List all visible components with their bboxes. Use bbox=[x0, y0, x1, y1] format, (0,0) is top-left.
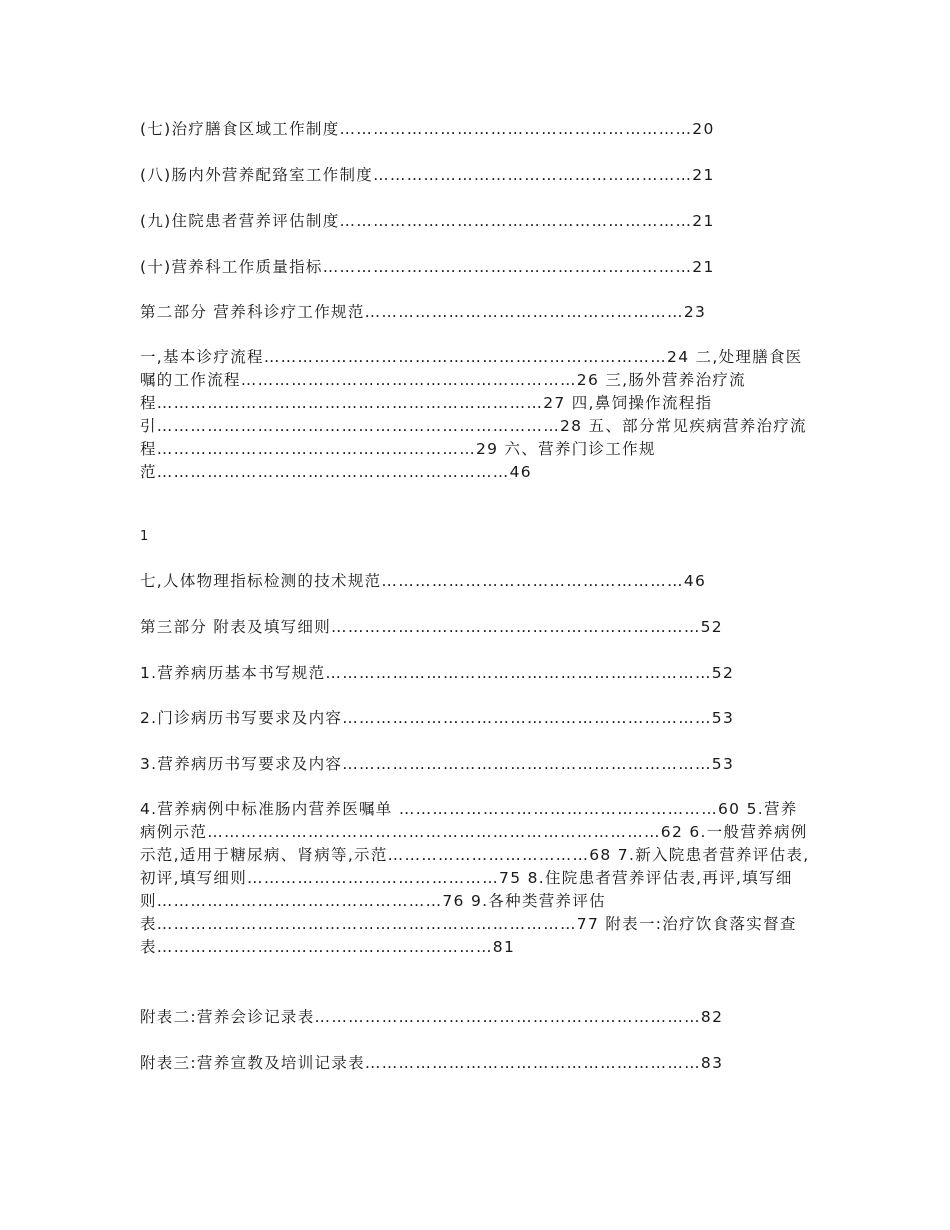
toc-entry-2-outpatient-record: 2.门诊病历书写要求及内容…………………………………………………………53 bbox=[140, 709, 735, 727]
toc-entry-9-inpatient-assessment: (九)住院患者营养评估制度………………………………………………………21 bbox=[140, 212, 715, 230]
toc-entry-1-record-norms: 1.营养病历基本书写规范……………………………………………………………52 bbox=[140, 664, 735, 682]
toc-entry-appendix-2: 附表二:营养会诊记录表……………………………………………………………82 bbox=[140, 1008, 724, 1026]
toc-paragraph-part-2-items: 一,基本诊疗流程………………………………………………………………24 二,处理膳食医嘱的工作流程……………………………………………………26 三,肠外营养治疗流程……………………………………………………………27 四,鼻饲操作流程指引………………………………………………………………28 五、部分常见疾病营养治疗流程…………………………………………………29 六、营养门诊工作规范………………………………………………………46 bbox=[140, 348, 807, 481]
page-number: 1 bbox=[140, 529, 149, 544]
toc-entry-appendix-3: 附表三:营养宣教及培训记录表……………………………………………………83 bbox=[140, 1054, 724, 1072]
toc-entry-7-body-measurement: 七,人体物理指标检测的技术规范………………………………………………46 bbox=[140, 572, 707, 590]
toc-entry-7-treatment-diet: (七)治疗膳食区域工作制度………………………………………………………20 bbox=[140, 120, 715, 138]
toc-entry-part-3: 第三部分 附表及填写细则…………………………………………………………52 bbox=[140, 618, 723, 636]
toc-entry-part-2: 第二部分 营养科诊疗工作规范…………………………………………………23 bbox=[140, 303, 707, 321]
toc-entry-8-nutrition-prep-room: (八)肠内外营养配臵室工作制度…………………………………………………21 bbox=[140, 166, 715, 184]
toc-paragraph-part-3-items: 4.营养病例中标准肠内营养医嘱单 …………………………………………………60 5.营养病例示范………………………………………………………………………62 6.一般营养病例示范,适用于糖尿病、肾病等,示范………………………………68 7.新入院患者营养评估表,初评,填写细则………………………………………75 8.住院患者营养评估表,再评,填写细则……………………………………………76 9.各种类营养评估表…………………………………………………………………77 附表一:治疗饮食落实督查表……………………………………………………81 bbox=[140, 800, 810, 956]
toc-entry-3-nutrition-record: 3.营养病历书写要求及内容…………………………………………………………53 bbox=[140, 755, 735, 773]
toc-entry-10-quality-index: (十)营养科工作质量指标…………………………………………………………21 bbox=[140, 258, 715, 276]
